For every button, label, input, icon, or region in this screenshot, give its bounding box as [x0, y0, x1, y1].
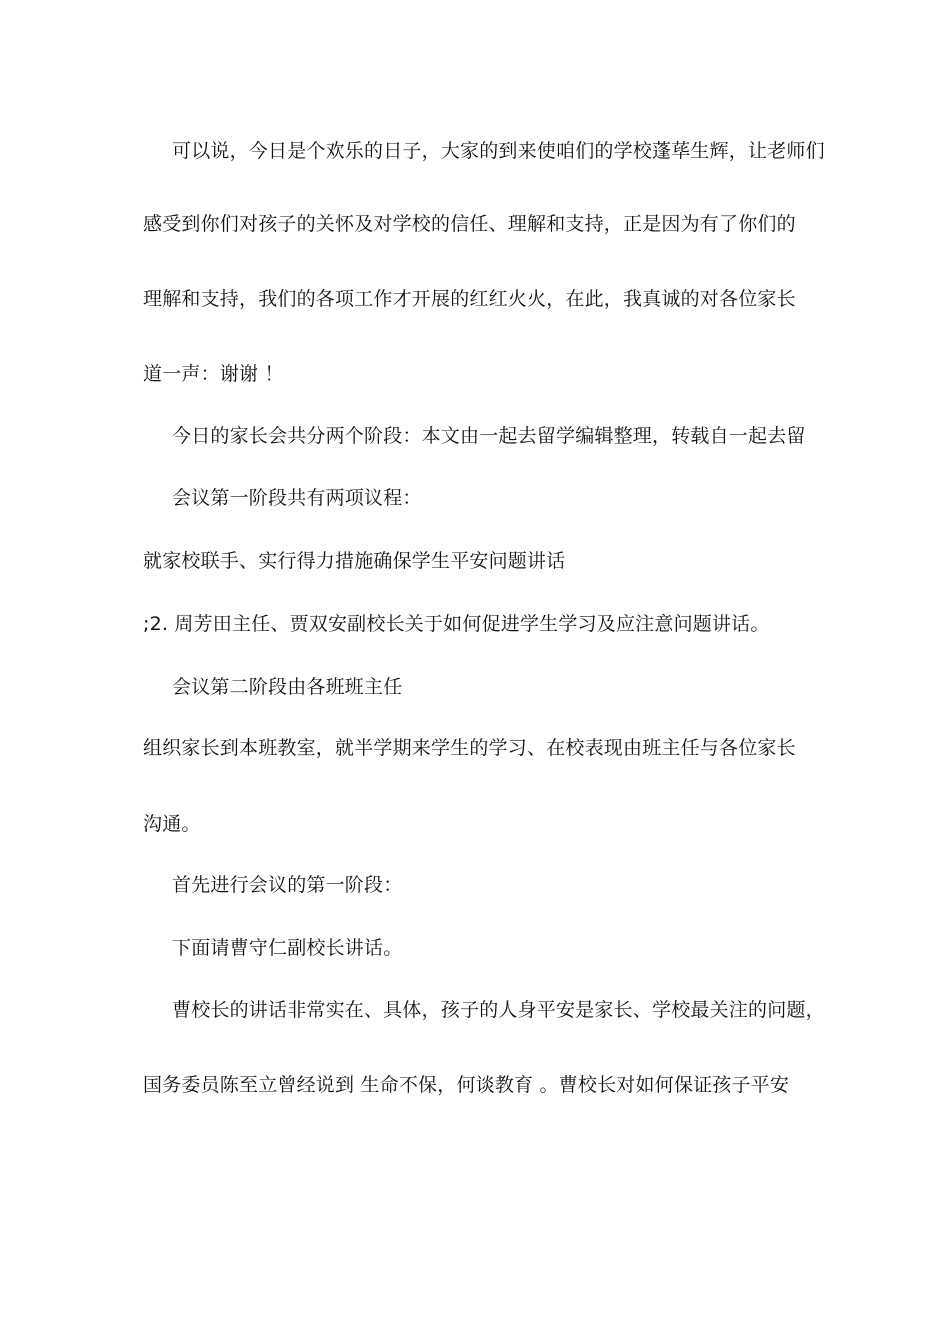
paragraph-line: 可以说，今日是个欢乐的日子，大家的到来使咱们的学校蓬荜生辉，让老师们: [172, 140, 825, 162]
paragraph-line: 理解和支持，我们的各项工作才开展的红红火火，在此，我真诚的对各位家长: [143, 288, 796, 310]
paragraph-line: 道一声：谢谢 ！: [143, 363, 284, 385]
paragraph-line: 会议第二阶段由各班班主任: [172, 676, 403, 698]
paragraph-line: 就家校联手、实行得力措施确保学生平安问题讲话: [143, 550, 566, 572]
paragraph-line: ;2. 周芳田主任、贾双安副校长关于如何促进学生学习及应注意问题讲话。: [143, 613, 770, 635]
paragraph-line: 国务委员陈至立曾经说到 生命不保，何谈教育 。曹校长对如何保证孩子平安: [143, 1074, 790, 1096]
paragraph-line: 沟通。: [143, 813, 201, 835]
paragraph-line: 组织家长到本班教室，就半学期来学生的学习、在校表现由班主任与各位家长: [143, 737, 796, 759]
paragraph-line: 会议第一阶段共有两项议程：: [172, 487, 422, 509]
paragraph-line: 下面请曹守仁副校长讲话。: [172, 937, 403, 959]
paragraph-line: 今日的家长会共分两个阶段：本文由一起去留学编辑整理，转载自一起去留: [172, 425, 806, 447]
paragraph-line: 曹校长的讲话非常实在、具体，孩子的人身平安是家长、学校最关注的问题，: [172, 999, 825, 1021]
paragraph-line: 感受到你们对孩子的关怀及对学校的信任、理解和支持，正是因为有了你们的: [143, 213, 796, 235]
paragraph-line: 首先进行会议的第一阶段：: [172, 874, 403, 896]
